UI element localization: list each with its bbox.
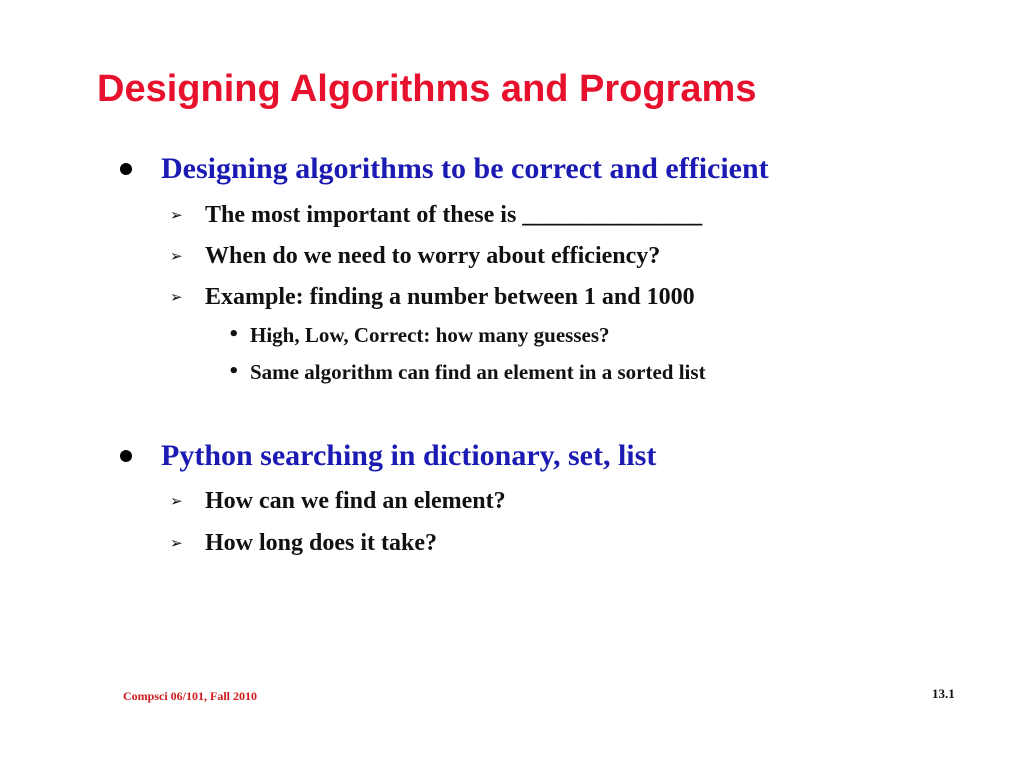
bullet-text: Python searching in dictionary, set, list xyxy=(161,439,657,472)
sub-bullet-text: How long does it take? xyxy=(205,530,438,556)
sub-sub-bullet-text: Same algorithm can find an element in a sorted list xyxy=(250,360,706,384)
arrowhead-bullet-icon: ➢ xyxy=(170,288,183,306)
sub-sub-bullet-text: High, Low, Correct: how many guesses? xyxy=(250,323,610,347)
dot-bullet-icon: • xyxy=(228,324,240,345)
filled-circle-bullet-icon xyxy=(120,450,132,462)
sub-bullet-text: When do we need to worry about efficiency? xyxy=(205,243,661,269)
sub-bullet-text: The most important of these is _______________ xyxy=(205,202,703,228)
arrowhead-bullet-icon: ➢ xyxy=(170,206,183,224)
slide-title: Designing Algorithms and Programs xyxy=(97,68,757,110)
dot-bullet-icon: • xyxy=(228,361,240,382)
sub-bullet-text: Example: finding a number between 1 and 1000 xyxy=(205,284,695,310)
slide-number: 13.1 xyxy=(932,686,955,701)
arrowhead-bullet-icon: ➢ xyxy=(170,492,183,510)
sub-bullet-text: How can we find an element? xyxy=(205,488,506,514)
bullet-text: Designing algorithms to be correct and efficient xyxy=(161,152,769,185)
filled-circle-bullet-icon xyxy=(120,163,132,175)
arrowhead-bullet-icon: ➢ xyxy=(170,534,183,552)
arrowhead-bullet-icon: ➢ xyxy=(170,247,183,265)
footer-course: Compsci 06/101, Fall 2010 xyxy=(123,689,257,703)
